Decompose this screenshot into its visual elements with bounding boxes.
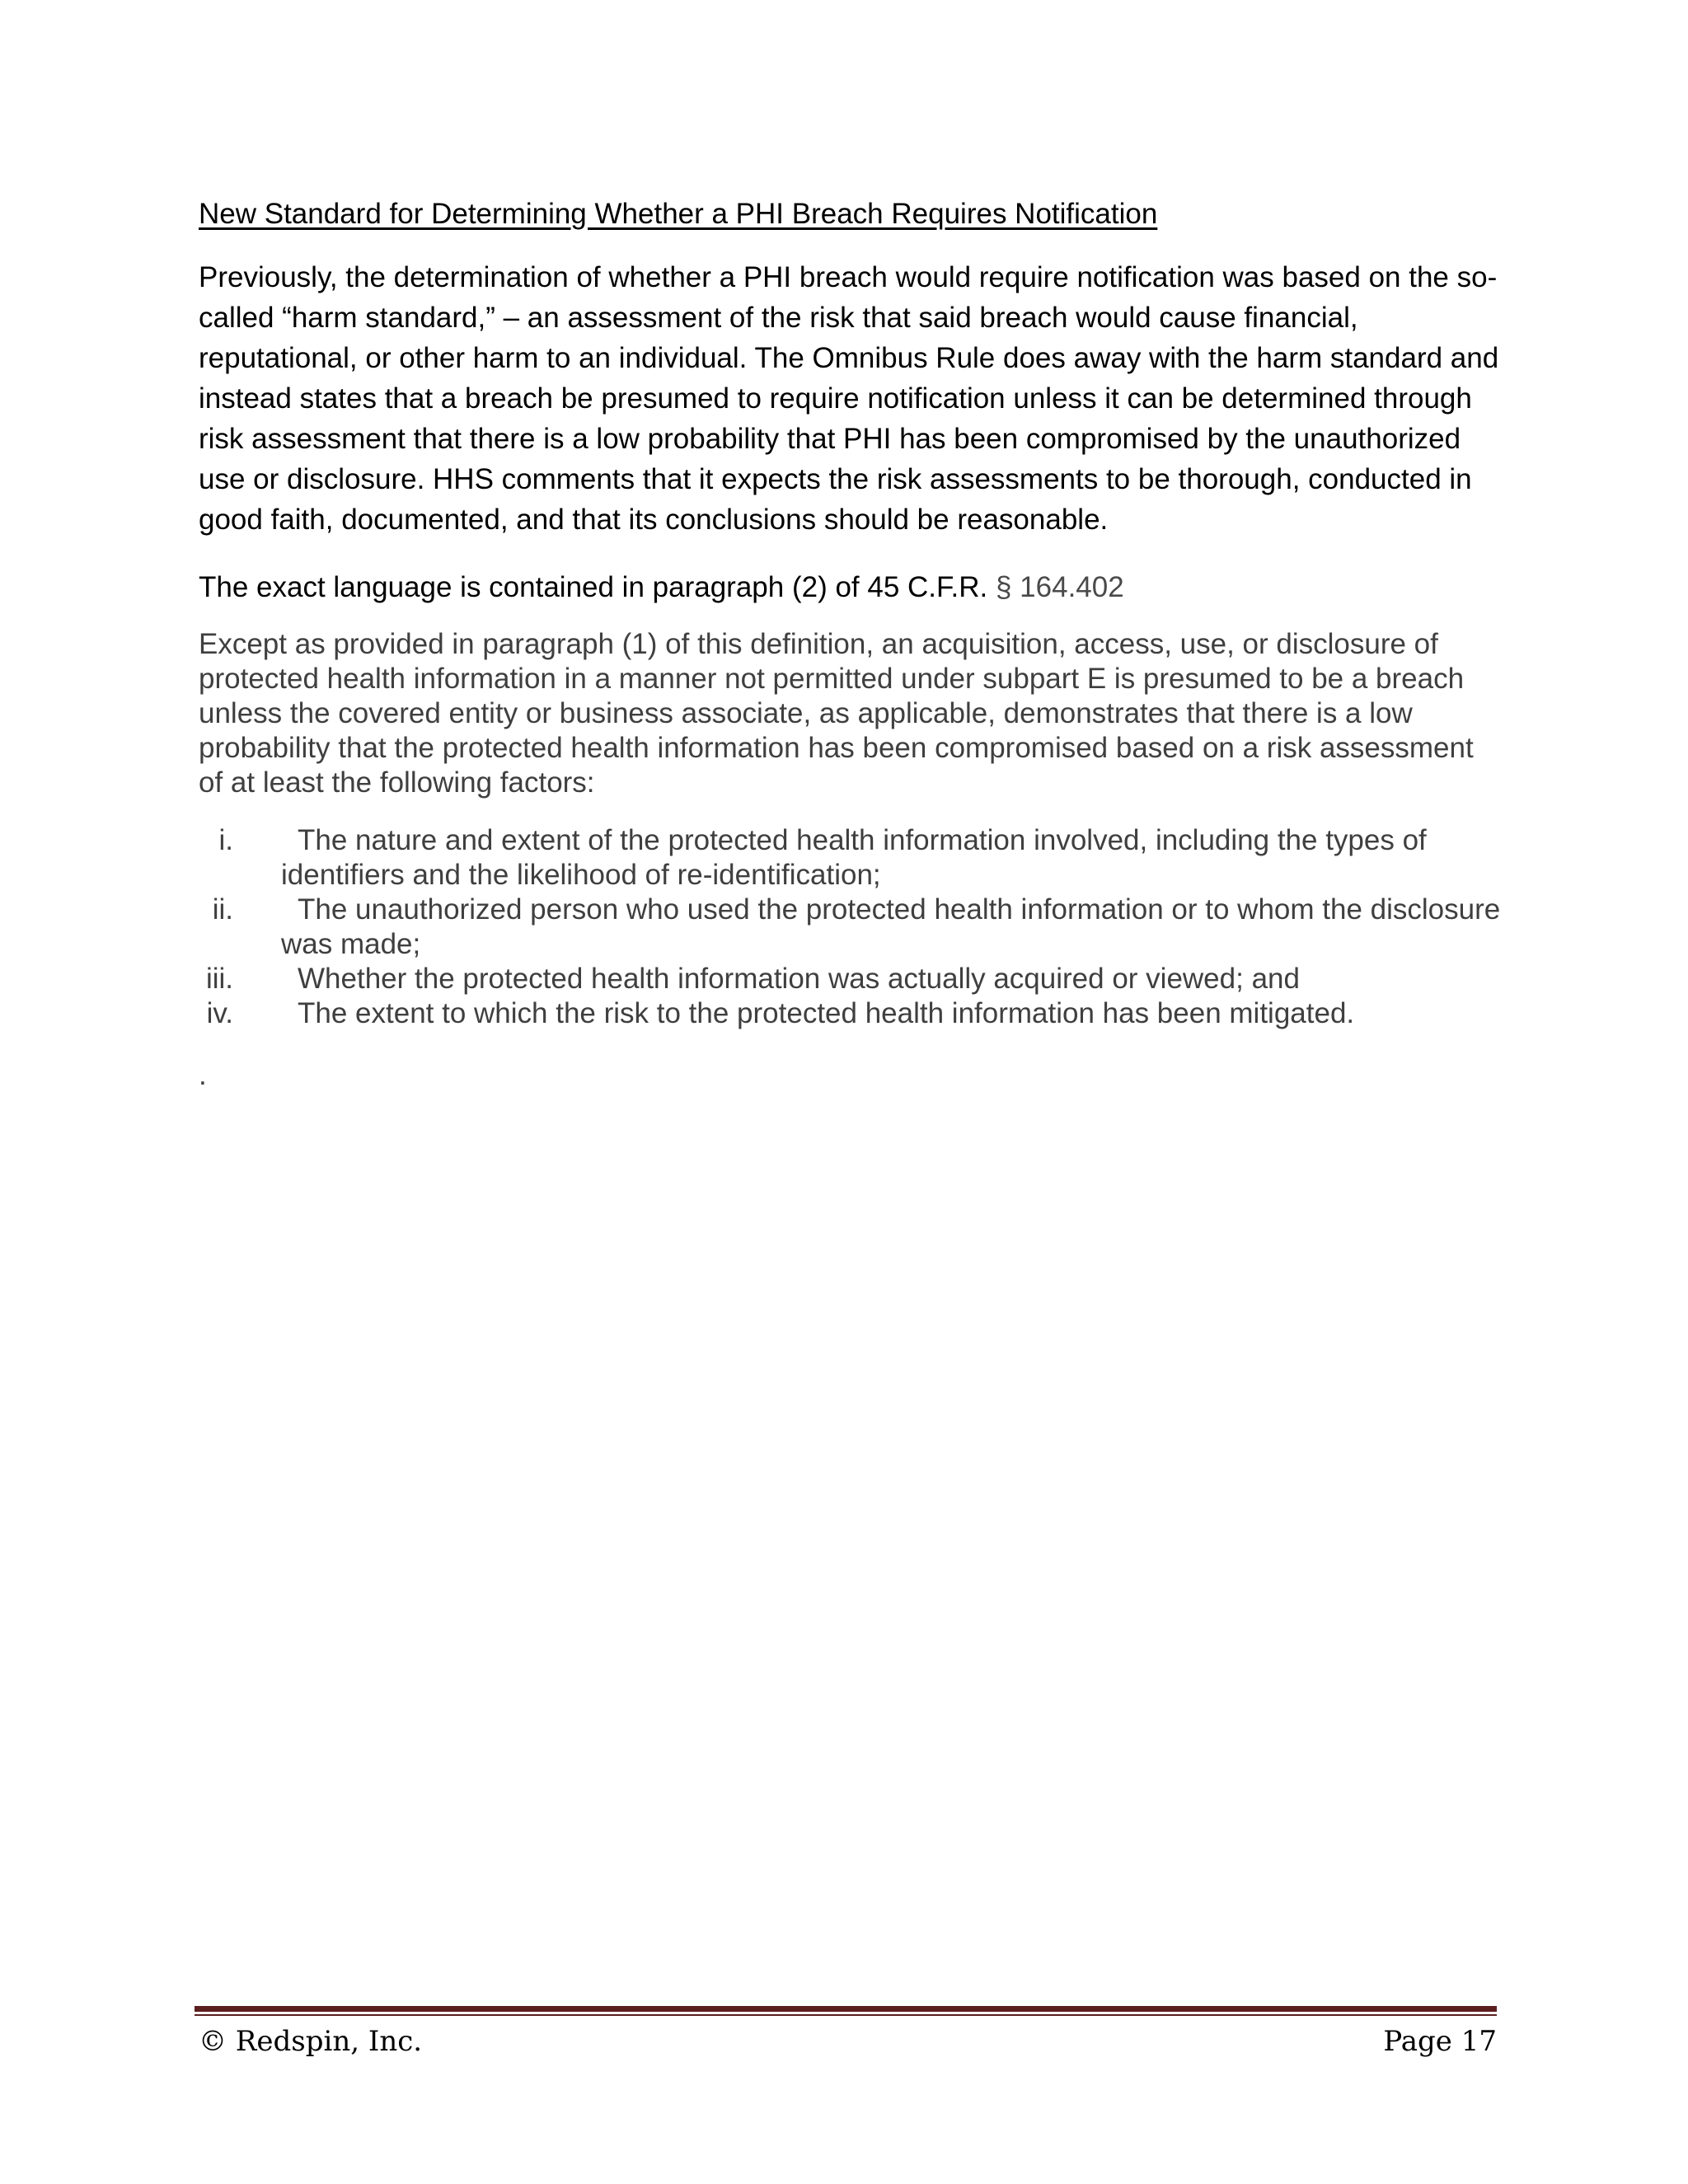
list-item-text: The extent to which the risk to the protected health information has been mitigated. — [298, 997, 1355, 1029]
trailing-period: . — [199, 1059, 207, 1091]
list-item — [199, 823, 1501, 893]
regulation-quote: Except as provided in paragraph (1) of this definition, an acquisition, access, use, or disclosure of protected health information in a manner not permitted under subpart E is presumed to be a breach unless the covered entity or business associate, as applicable, demonstrates that there is a low probability that the protected health information has been compromised based on a risk assessment of at least the following factors: — [199, 628, 1474, 799]
footer-copyright: © Redspin, Inc. — [199, 2025, 423, 2058]
section-heading: New Standard for Determining Whether a PHI Breach Requires Notification — [199, 198, 1158, 230]
footer-rule-thick — [195, 2006, 1497, 2012]
reference-text: The exact language is contained in paragraph (2) of 45 C.F.R. — [199, 571, 988, 603]
list-numeral: i. — [218, 824, 233, 856]
reference-paragraph — [199, 567, 1501, 607]
footer-rule-thin — [195, 2014, 1497, 2016]
list-numeral: iv. — [206, 997, 233, 1029]
list-numeral: ii. — [212, 893, 233, 926]
intro-paragraph: Previously, the determination of whether a PHI breach would require notification was based on the so-called “harm standard,” – an assessment of the risk that said breach would cause financial, reputational, or other harm to an individual. The Omnibus Rule does away with the harm standard and instead states that a breach be presumed to require notification unless it can be determined through risk assessment that there is a low probability that PHI has been compromised by the unauthorized use or disclosure. HHS comments that it expects the risk assessments to be thorough, conducted in good faith, documented, and that its conclusions should be reasonable. — [199, 261, 1499, 536]
list-item — [199, 962, 1501, 996]
list-numeral: iii. — [205, 963, 233, 995]
list-item — [199, 893, 1501, 962]
list-item-text: The nature and extent of the protected health information involved, including the types of identifiers and the likelihood of re-identification; — [281, 824, 1427, 891]
list-item-text: The unauthorized person who used the protected health information or to whom the disclosure was made; — [281, 893, 1501, 960]
list-item-text: Whether the protected health information was actually acquired or viewed; and — [298, 963, 1300, 995]
footer-page-number: Page 17 — [1383, 2025, 1497, 2058]
page-content — [199, 194, 1501, 1092]
factor-list — [199, 823, 1501, 1031]
reference-section: § 164.402 — [995, 571, 1124, 603]
list-item — [199, 996, 1501, 1031]
